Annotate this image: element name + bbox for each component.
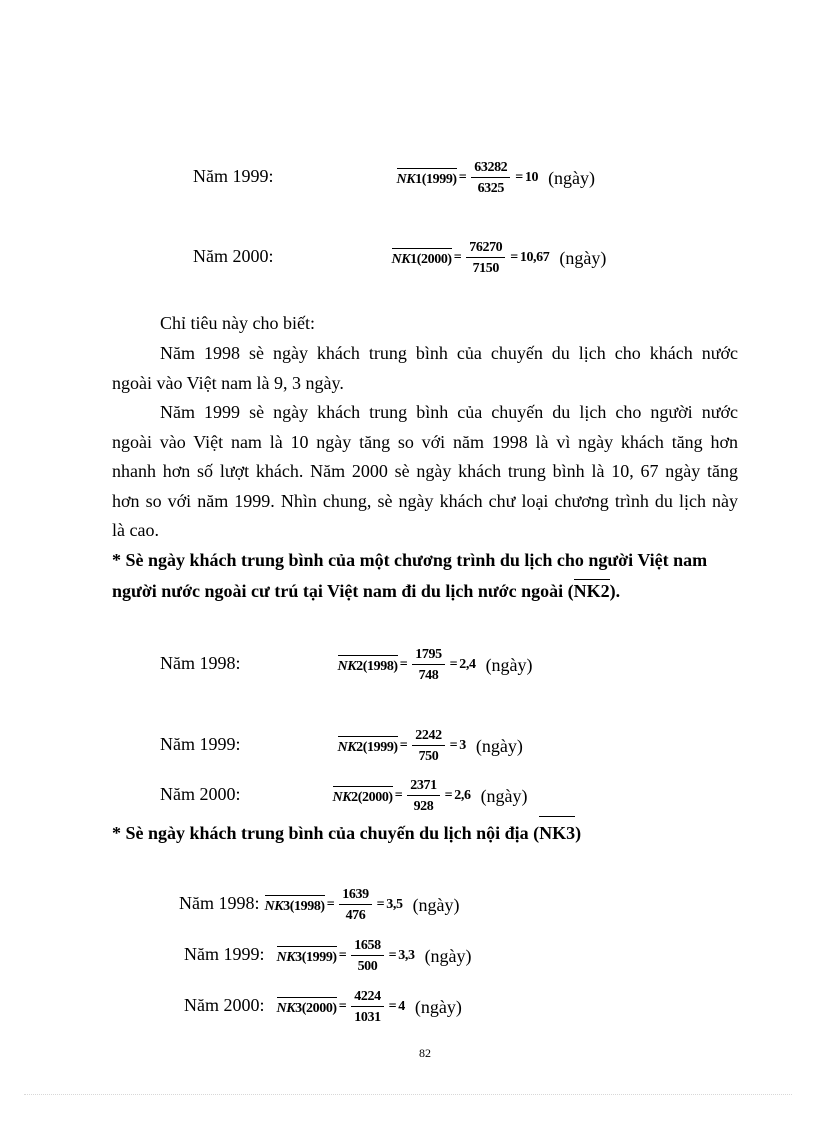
nk2-symbol: NK2	[573, 581, 610, 601]
result-value: 10	[524, 170, 539, 185]
result-value: 4	[398, 999, 405, 1014]
equation	[397, 160, 596, 196]
average-symbol: NK3(2000)	[277, 997, 337, 1017]
formula-1999-nk3	[184, 938, 472, 974]
fraction	[412, 728, 444, 764]
heading-nk2-line-1: * Sè ngày khách trung bình của một chương trình du lịch cho người Việt nam	[112, 550, 708, 570]
equals-sign: =	[376, 897, 385, 912]
heading-nk2-line-2: người nước ngoài cư trú tại Việt nam đi du lịch nước ngoài (NK2).	[112, 581, 621, 601]
equals-sign: =	[338, 999, 347, 1014]
average-symbol: NK1(1999)	[397, 168, 457, 188]
numerator: 4224	[351, 989, 383, 1007]
formula-2000-nk2	[160, 778, 528, 814]
result-value: 3,3	[398, 948, 415, 963]
equation	[277, 938, 472, 974]
paragraph-2-line-4: hơn so với năm 1999. Nhìn chung, sè ngày khách chư loại chương trình du lịch này	[112, 491, 738, 511]
equation	[338, 647, 533, 683]
numerator: 63282	[471, 160, 510, 178]
numerator: 1795	[412, 647, 444, 665]
numerator: 1639	[339, 887, 371, 905]
formula-2000-nk3	[184, 989, 462, 1025]
year-label: Năm 2000:	[193, 246, 274, 267]
denominator: 748	[418, 668, 439, 683]
equals-sign: =	[338, 948, 347, 963]
equation	[333, 778, 528, 814]
fraction	[412, 647, 444, 683]
unit-label: (ngày)	[414, 996, 462, 1017]
intro-text: Chỉ tiêu này cho biết:	[160, 313, 315, 333]
heading-nk3: * Sè ngày khách trung bình của chuyến du lịch nội địa (NK3)	[112, 818, 581, 848]
formula-1999-nk2	[160, 728, 523, 764]
equals-sign: =	[394, 788, 403, 803]
equals-sign: =	[399, 657, 408, 672]
formula-1998-nk2	[160, 647, 533, 683]
equation	[392, 240, 607, 276]
formula-1999-nk1	[193, 160, 595, 196]
numerator: 2371	[407, 778, 439, 796]
formula-2000-nk1	[193, 240, 606, 276]
formula-1998-nk3	[179, 887, 460, 923]
equals-sign: =	[388, 948, 397, 963]
equals-sign: =	[449, 657, 458, 672]
denominator: 476	[345, 908, 366, 923]
equals-sign: =	[458, 170, 467, 185]
equals-sign: =	[515, 170, 523, 185]
equals-sign: =	[444, 788, 453, 803]
average-symbol: NK2(1999)	[338, 736, 398, 756]
unit-label: (ngày)	[424, 945, 472, 966]
year-label: Năm 1999:	[160, 734, 241, 755]
fraction	[466, 240, 505, 276]
paragraph-1-line-2: ngoài vào Việt nam là 9, 3 ngày.	[112, 373, 344, 393]
equals-sign: =	[510, 250, 518, 265]
result-value: 2,6	[454, 788, 471, 803]
denominator: 928	[413, 799, 434, 814]
denominator: 1031	[354, 1010, 381, 1025]
equals-sign: =	[399, 738, 408, 753]
equals-sign: =	[388, 999, 397, 1014]
fraction	[407, 778, 439, 814]
numerator: 2242	[412, 728, 444, 746]
year-label: Năm 1998:	[160, 653, 241, 674]
unit-label: (ngày)	[412, 894, 460, 915]
result-value: 10,67	[519, 250, 550, 265]
average-symbol: NK2(1998)	[338, 655, 398, 675]
page-number: 82	[419, 1046, 431, 1060]
paragraph-2-line-3: nhanh hơn số lượt khách. Năm 2000 sè ngày khách trung bình là 10, 67 ngày tăng	[112, 461, 738, 481]
denominator: 7150	[472, 261, 499, 276]
numerator: 76270	[466, 240, 505, 258]
denominator: 6325	[477, 181, 504, 196]
paragraph-2-line-2: ngoài vào Việt nam là 10 ngày tăng so với năm 1998 là vì ngày khách tăng hơn	[112, 432, 738, 452]
average-symbol: NK1(2000)	[392, 248, 452, 268]
equals-sign: =	[449, 738, 458, 753]
fraction	[351, 938, 383, 974]
footer-divider	[24, 1094, 792, 1095]
equals-sign: =	[453, 250, 462, 265]
year-label: Năm 1999:	[193, 166, 274, 187]
equation	[265, 887, 460, 923]
year-label: Năm 2000:	[160, 784, 241, 805]
paragraph-1-line-1: Năm 1998 sè ngày khách trung bình của chuyến du lịch cho khách nước	[160, 343, 738, 363]
unit-label: (ngày)	[559, 247, 607, 268]
result-value: 3	[459, 738, 466, 753]
average-symbol: NK3(1999)	[277, 946, 337, 966]
paragraph-2-line-5: là cao.	[112, 520, 159, 540]
nk3-symbol: NK3	[539, 816, 575, 843]
result-value: 2,4	[459, 657, 476, 672]
fraction	[351, 989, 383, 1025]
equation	[338, 728, 523, 764]
average-symbol: NK2(2000)	[333, 786, 393, 806]
equals-sign: =	[326, 897, 335, 912]
paragraph-2-line-1: Năm 1999 sè ngày khách trung bình của chuyến du lịch cho người nước	[160, 402, 738, 422]
result-value: 3,5	[386, 897, 403, 912]
unit-label: (ngày)	[475, 735, 523, 756]
fraction	[471, 160, 510, 196]
year-label: Năm 1999:	[184, 944, 265, 965]
unit-label: (ngày)	[485, 654, 533, 675]
fraction	[339, 887, 371, 923]
unit-label: (ngày)	[548, 167, 596, 188]
equation	[277, 989, 462, 1025]
numerator: 1658	[351, 938, 383, 956]
year-label: Năm 2000:	[184, 995, 265, 1016]
average-symbol: NK3(1998)	[265, 895, 325, 915]
unit-label: (ngày)	[480, 785, 528, 806]
denominator: 750	[418, 749, 439, 764]
year-label: Năm 1998:	[179, 893, 260, 914]
denominator: 500	[357, 959, 378, 974]
